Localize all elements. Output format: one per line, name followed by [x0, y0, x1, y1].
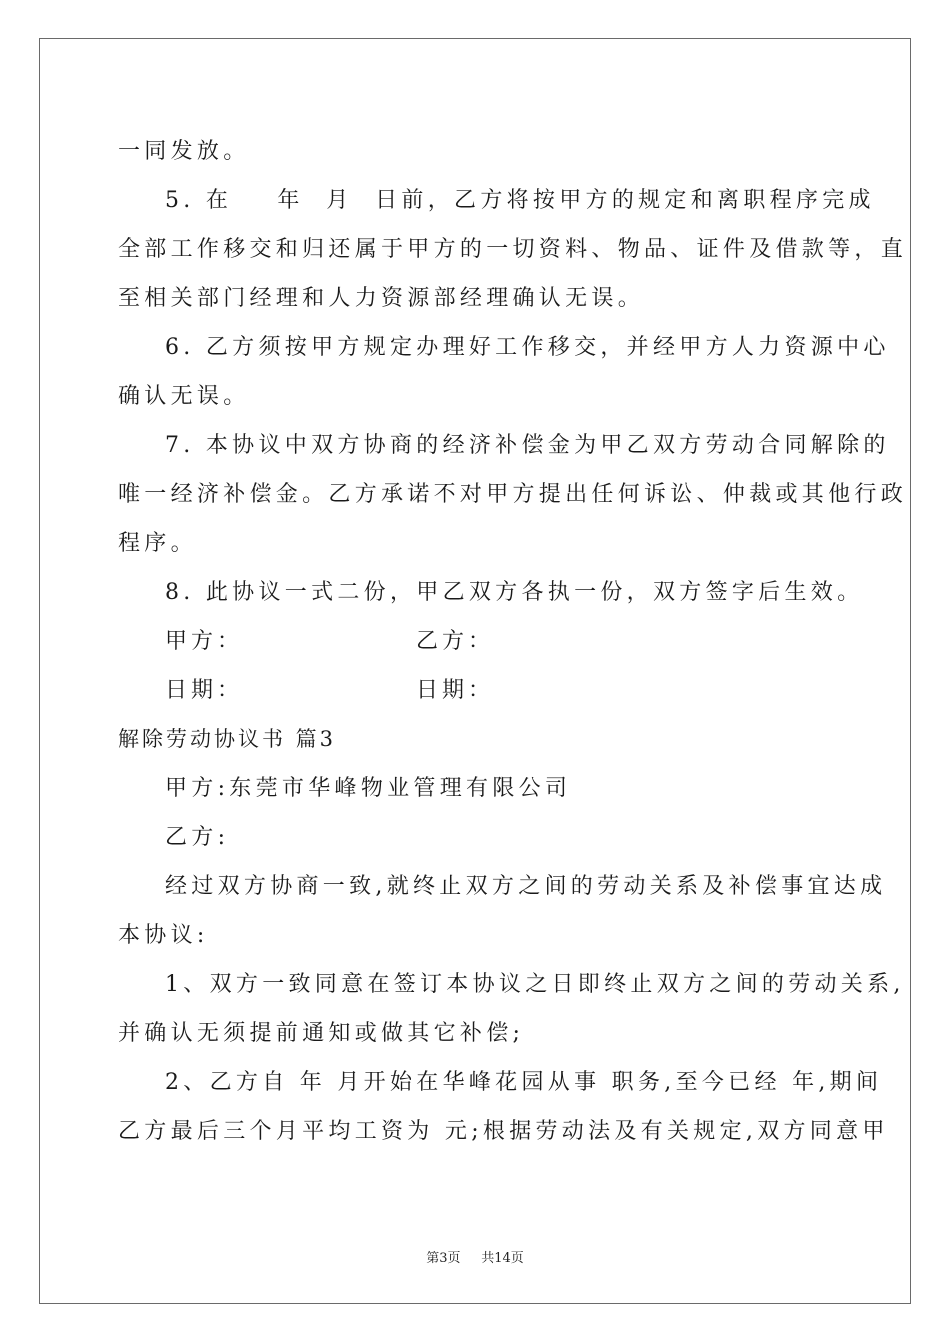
- clause-2-line: 2、乙方自 年 月开始在华峰花园从事 职务,至今已经 年,期间: [165, 1070, 883, 1095]
- paragraph-line: 全部工作移交和归还属于甲方的一切资料、物品、证件及借款等，直: [118, 237, 908, 262]
- party-b-date-label: 日期：: [416, 678, 495, 703]
- clause-8-line: 8. 此协议一式二份，甲乙双方各执一份，双方签字后生效。: [165, 580, 864, 605]
- page-number: 第3页: [426, 1251, 461, 1266]
- page-total: 共14页: [481, 1251, 524, 1266]
- party-b-signature-label: 乙方：: [416, 629, 495, 654]
- paragraph-line: 并确认无须提前通知或做其它补偿;: [118, 1021, 525, 1046]
- signature-row: [118, 617, 834, 666]
- party-a-line: 甲方:东莞市华峰物业管理有限公司: [165, 776, 572, 801]
- paragraph-line: 确认无误。: [118, 384, 250, 409]
- document-body: [118, 127, 908, 1156]
- section-heading: 解除劳动协议书 篇3: [118, 727, 337, 751]
- clause-1-line: 1、双方一致同意在签订本协议之日即终止双方之间的劳动关系,: [165, 972, 905, 997]
- clause-6-line: 6. 乙方须按甲方规定办理好工作移交，并经甲方人力资源中心: [165, 335, 890, 360]
- page-footer: [0, 1247, 950, 1266]
- date-row: [118, 666, 834, 715]
- paragraph-line: 本协议:: [118, 923, 209, 948]
- clause-7-line: 7. 本协议中双方协商的经济补偿金为甲乙双方劳动合同解除的: [165, 433, 890, 458]
- party-a-date-label: 日期：: [165, 678, 244, 703]
- clause-5-line: 5. 在 年 月 日前，乙方将按甲方的规定和离职程序完成: [165, 188, 875, 213]
- paragraph-line: 程序。: [118, 531, 197, 556]
- paragraph-line: 唯一经济补偿金。乙方承诺不对甲方提出任何诉讼、仲裁或其他行政: [118, 482, 908, 507]
- party-b-line: 乙方:: [165, 825, 230, 850]
- paragraph-line: 一同发放。: [118, 139, 250, 164]
- paragraph-line: 乙方最后三个月平均工资为 元;根据劳动法及有关规定,双方同意甲: [118, 1119, 889, 1144]
- party-a-signature-label: 甲方：: [165, 629, 244, 654]
- paragraph-line: 至相关部门经理和人力资源部经理确认无误。: [118, 286, 645, 311]
- paragraph-line: 经过双方协商一致,就终止双方之间的劳动关系及补偿事宜达成: [165, 874, 887, 899]
